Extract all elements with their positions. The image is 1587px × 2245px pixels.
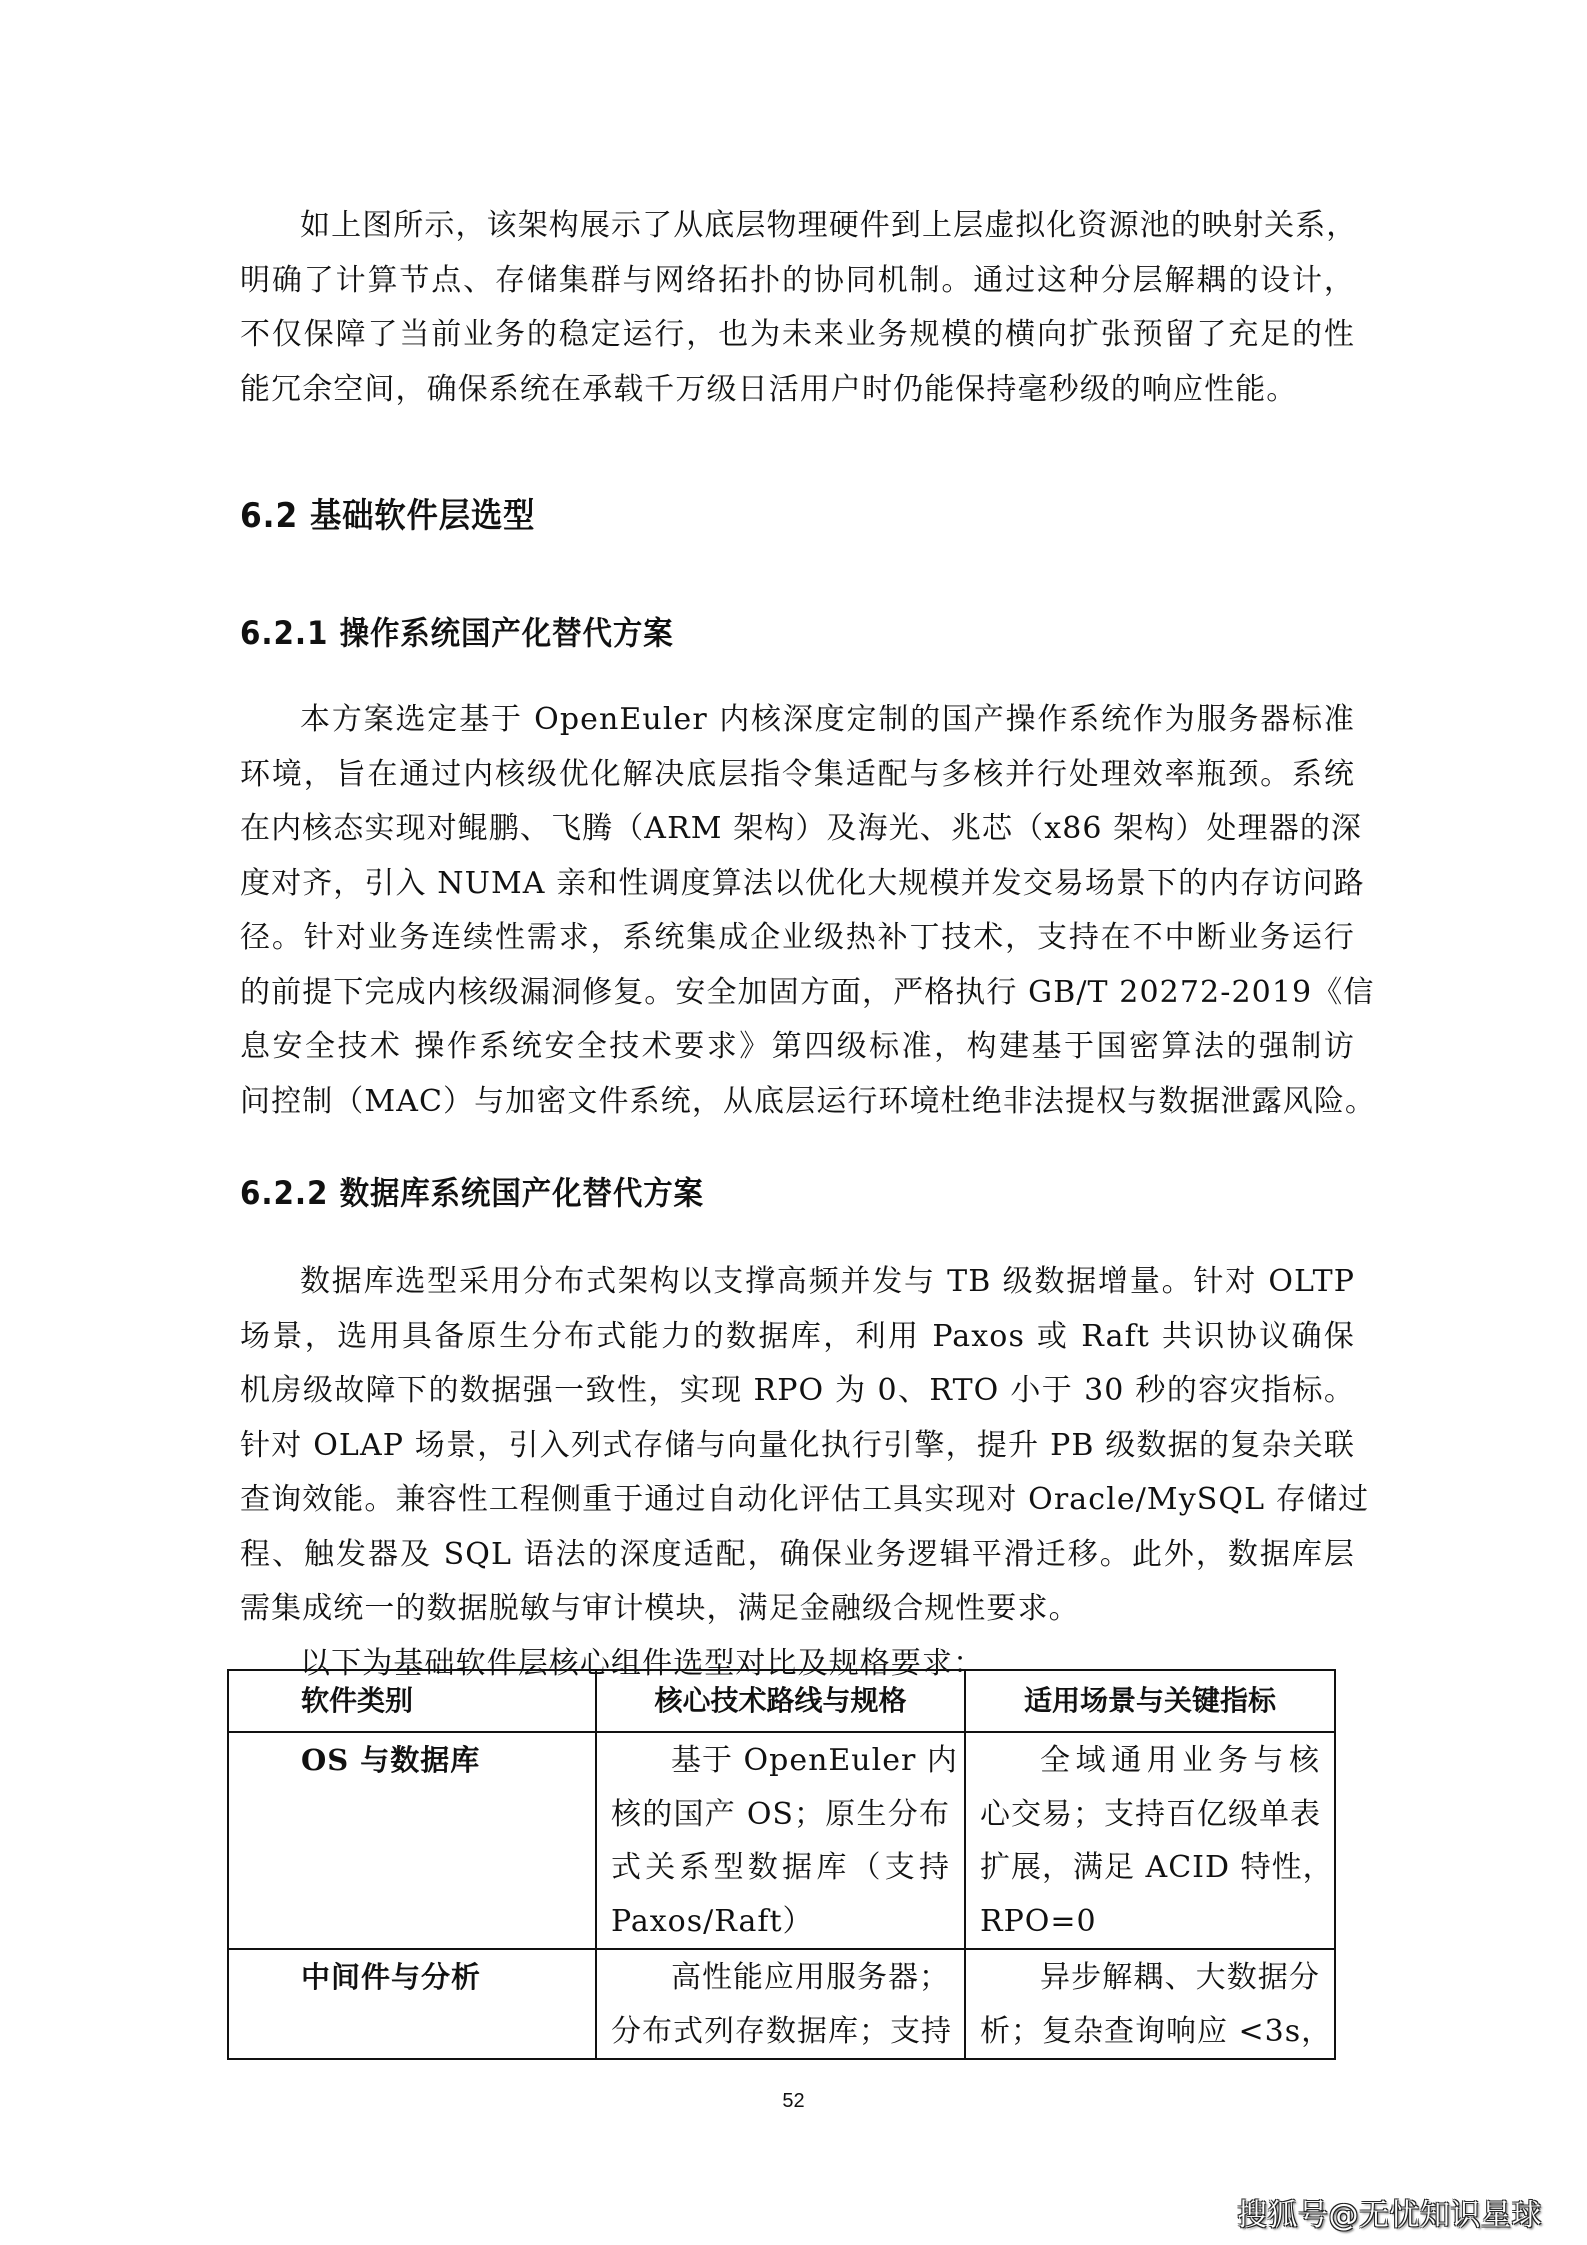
subsection-heading-6-2-2: 6.2.2 数据库系统国产化替代方案: [240, 1174, 704, 1212]
subsection-heading-6-2-1: 6.2.1 操作系统国产化替代方案: [240, 614, 674, 652]
paragraph-line: 息安全技术 操作系统安全技术要求》第四级标准，构建基于国密算法的强制访: [240, 1029, 1355, 1064]
cell-line: Paxos/Raft）: [611, 1903, 814, 1939]
component-comparison-table: [227, 1669, 1336, 2060]
database-paragraph: [240, 1255, 1370, 1637]
table-header-row: [228, 1670, 1335, 1732]
paragraph-line: 机房级故障下的数据强一致性，实现 RPO 为 0、RTO 小于 30 秒的容灾指标。: [240, 1373, 1355, 1408]
paragraph-line: 需集成统一的数据脱敏与审计模块，满足金融级合规性要求。: [240, 1591, 1080, 1626]
paragraph-line: 环境，旨在通过内核级优化解决底层指令集适配与多核并行处理效率瓶颈。系统: [240, 756, 1355, 792]
os-paragraph: [240, 693, 1377, 1129]
cell-line: 核的国产 OS；原生分布: [611, 1796, 950, 1832]
cell-line: 异步解耦、大数据分: [1040, 1960, 1320, 1995]
header-scenario-metrics: 适用场景与关键指标: [965, 1670, 1335, 1732]
cell-line: 基于 OpenEuler 内: [671, 1743, 958, 1778]
paragraph-line: 径。针对业务连续性需求，系统集成企业级热补丁技术，支持在不中断业务运行: [240, 920, 1355, 955]
paragraph-line: 数据库选型采用分布式架构以支撑高频并发与 TB 级数据增量。针对 OLTP: [300, 1264, 1355, 1299]
cell-category: 中间件与分析: [228, 1949, 596, 2059]
paragraph-line: 明确了计算节点、存储集群与网络拓扑的协同机制。通过这种分层解耦的设计，: [240, 262, 1355, 298]
header-software-category: 软件类别: [228, 1670, 596, 1732]
section-heading: 6.2 基础软件层选型: [240, 496, 536, 536]
paragraph-line: 不仅保障了当前业务的稳定运行，也为未来业务规模的横向扩张预留了充足的性: [240, 317, 1355, 352]
paragraph-line: 度对齐，引入 NUMA 亲和性调度算法以优化大规模并发交易场景下的内存访问路: [240, 865, 1365, 901]
watermark: 搜狐号@无忧知识星球: [1237, 2198, 1542, 2233]
cell-tech-route: [596, 1949, 965, 2059]
cell-line: 分布式列存数据库；支持: [611, 2013, 952, 2049]
table-intro: 以下为基础软件层核心组件选型对比及规格要求：: [300, 1646, 985, 1681]
cell-line: 扩展，满足 ACID 特性，: [980, 1850, 1334, 1885]
cell-category: OS 与数据库: [228, 1732, 596, 1949]
paragraph-line: 如上图所示，该架构展示了从底层物理硬件到上层虚拟化资源池的映射关系，: [300, 208, 1358, 243]
table-row: [228, 1732, 1335, 1949]
paragraph-line: 查询效能。兼容性工程侧重于通过自动化评估工具实现对 Oracle/MySQL 存储过: [240, 1482, 1370, 1517]
paragraph-line: 在内核态实现对鲲鹏、飞腾（ARM 架构）及海光、兆芯（x86 架构）处理器的深: [240, 811, 1363, 846]
cell-scenario: [965, 1949, 1335, 2059]
cell-tech-route: [596, 1732, 965, 1949]
cell-line: 式关系型数据库（支持: [611, 1850, 950, 1885]
cell-line: 全域通用业务与核: [1040, 1743, 1320, 1778]
page-number: 52: [782, 2090, 805, 2112]
paragraph-line: 场景，选用具备原生分布式能力的数据库，利用 Paxos 或 Raft 共识协议确保: [240, 1318, 1355, 1354]
cell-line: 高性能应用服务器；: [671, 1960, 950, 1995]
paragraph-line: 程、触发器及 SQL 语法的深度适配，确保业务逻辑平滑迁移。此外，数据库层: [240, 1536, 1355, 1572]
paragraph-line: 的前提下完成内核级漏洞修复。安全加固方面，严格执行 GB/T 20272-2019《信: [240, 974, 1375, 1010]
paragraph-line: 问控制（MAC）与加密文件系统，从底层运行环境杜绝非法提权与数据泄露风险。: [240, 1083, 1377, 1119]
intro-paragraph: [240, 199, 1358, 417]
cell-scenario: [965, 1732, 1335, 1949]
cell-line: 心交易；支持百亿级单表: [980, 1796, 1321, 1832]
cell-line: RPO=0: [980, 1903, 1097, 1939]
paragraph-line: 能冗余空间，确保系统在承载千万级日活用户时仍能保持毫秒级的响应性能。: [240, 371, 1298, 407]
paragraph-line: 针对 OLAP 场景，引入列式存储与向量化执行引擎，提升 PB 级数据的复杂关联: [240, 1427, 1355, 1463]
paragraph-line: 本方案选定基于 OpenEuler 内核深度定制的国产操作系统作为服务器标准: [300, 702, 1355, 737]
table-row: [228, 1949, 1335, 2059]
cell-line: 析；复杂查询响应 <3s，: [980, 2013, 1333, 2049]
header-tech-route: 核心技术路线与规格: [596, 1670, 965, 1732]
